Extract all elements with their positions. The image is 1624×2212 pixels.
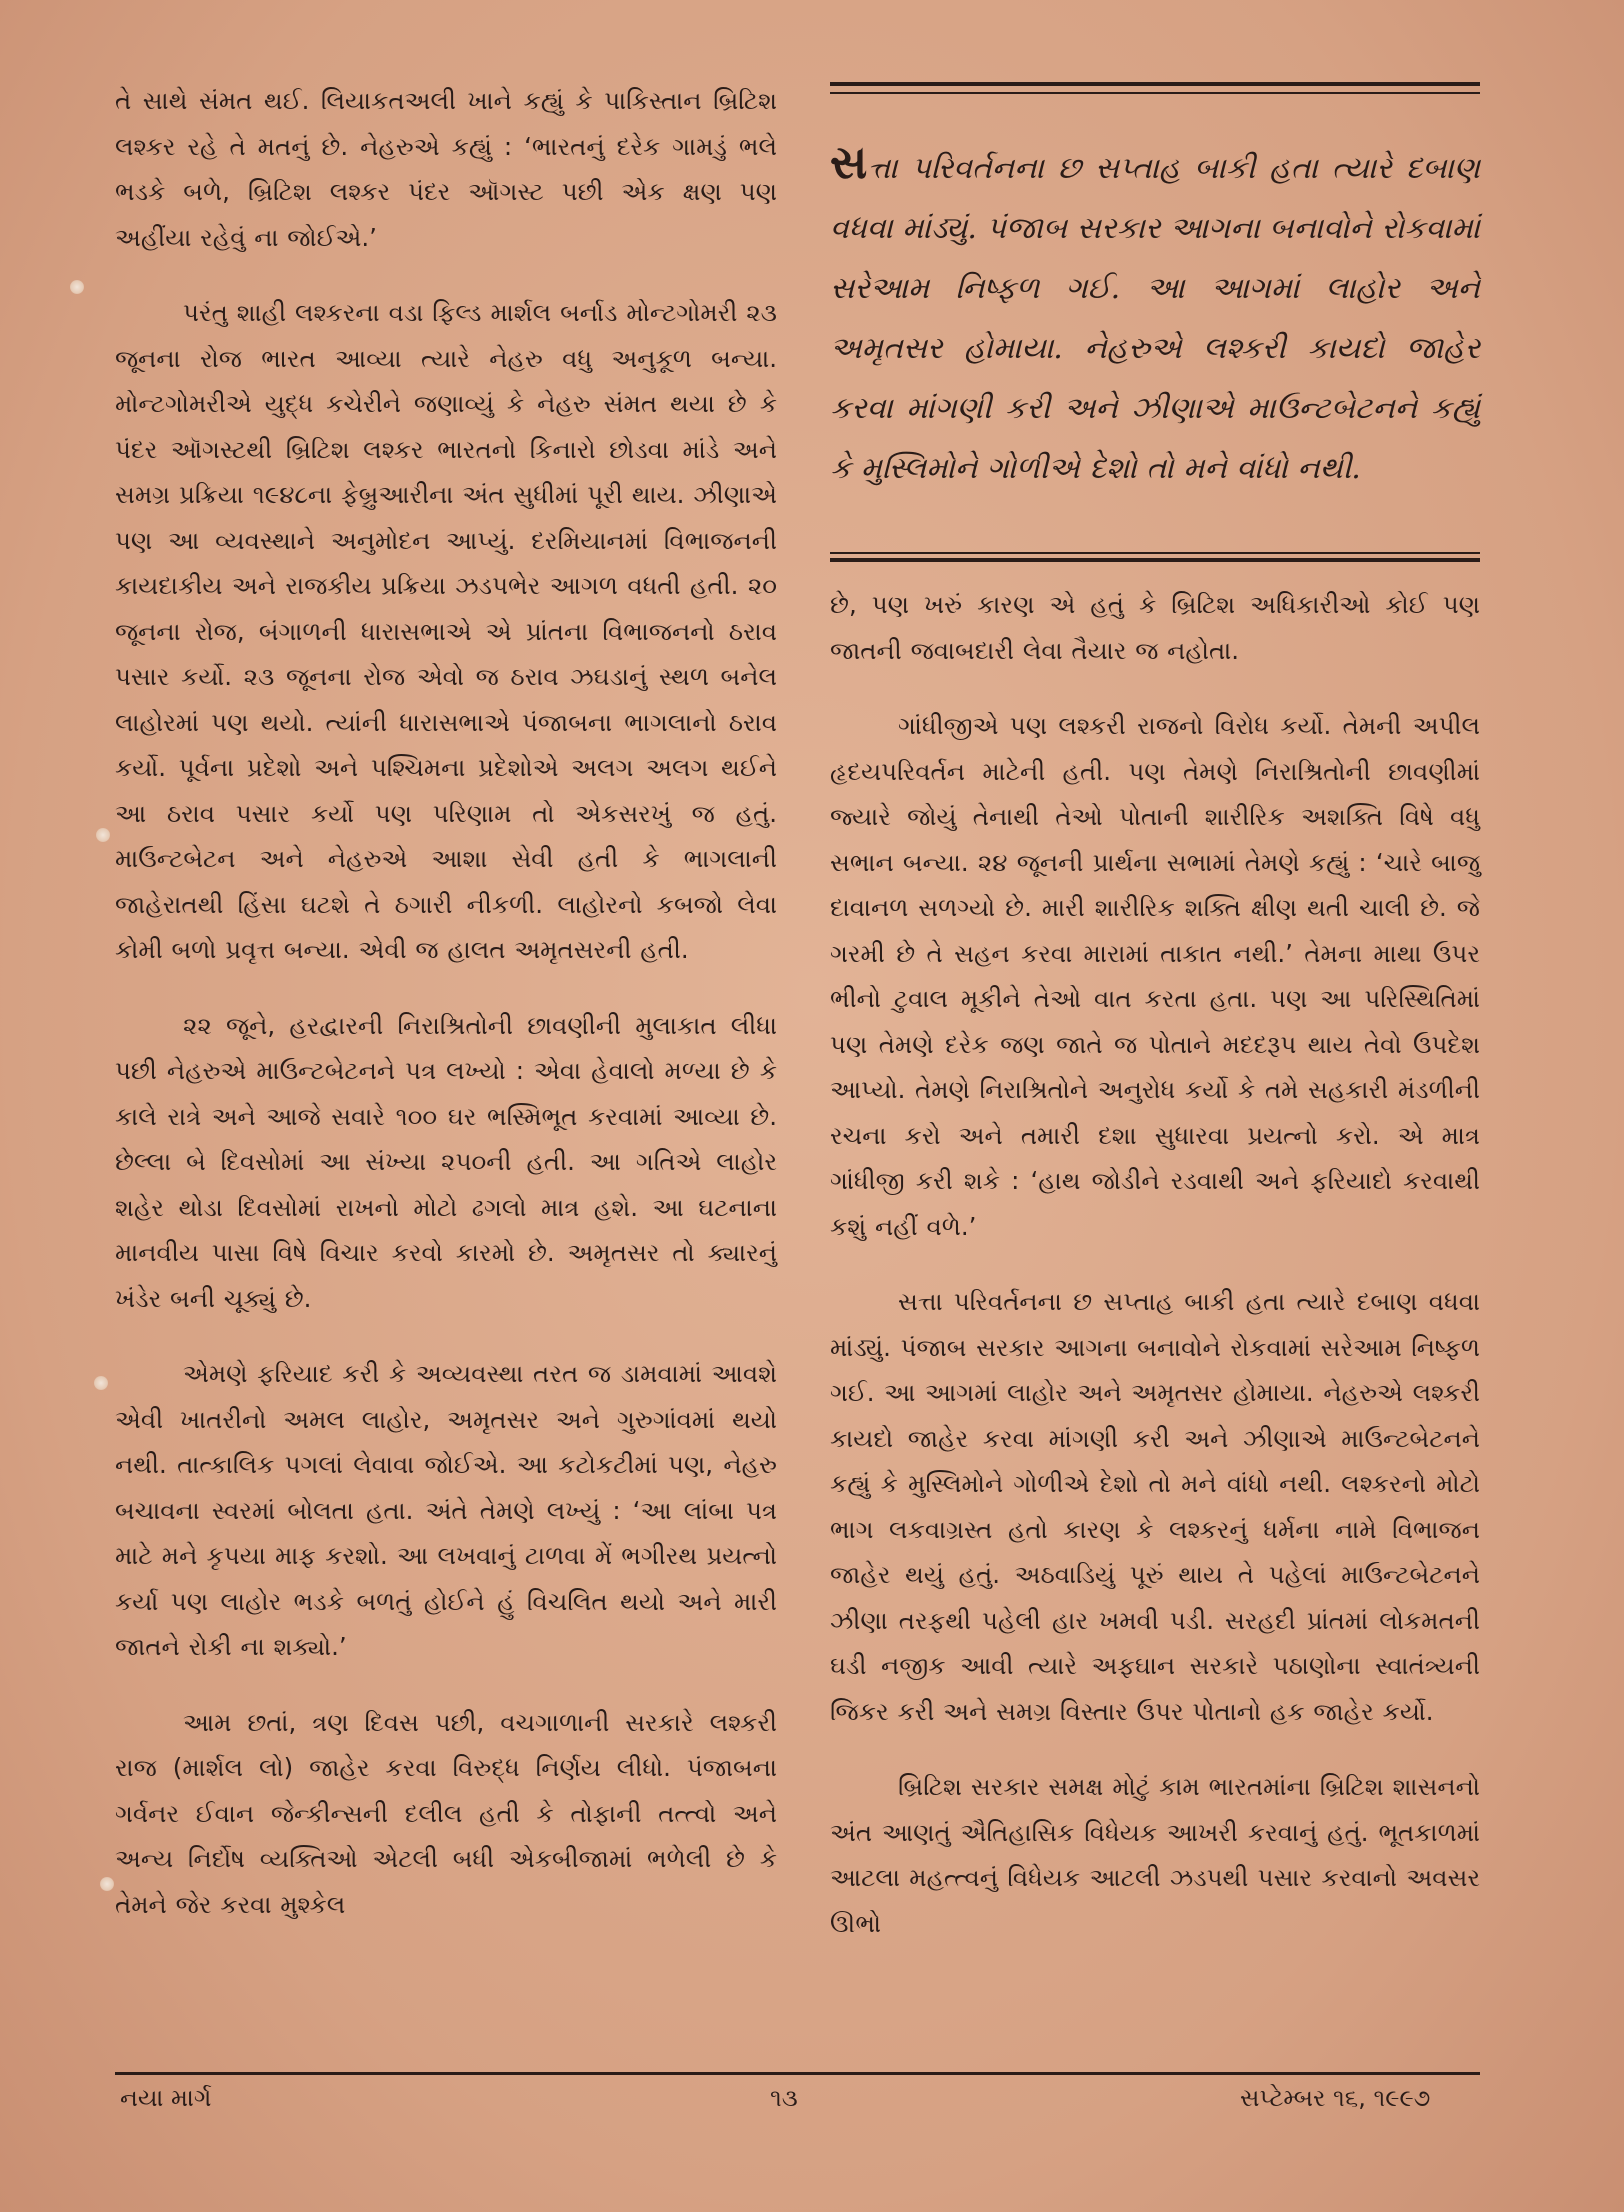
staple-hole [94,1376,108,1390]
staple-hole [100,1877,114,1891]
paragraph: એમણે ફરિયાદ કરી કે અવ્યવસ્થા તરત જ ડામવામાં આવશે એવી ખાતરીનો અમલ લાહોર, અમૃતસર અને ગુરુગાંવમાં થયો નથી. તાત્કાલિક પગલાં લેવાવા જોઈએ. આ કટોકટીમાં પણ, નેહરુ બચાવના સ્વરમાં બોલતા હતા. અંતે તેમણે લખ્યું : ‘આ લાંબા પત્ર માટે મને કૃપયા માફ કરશો. આ લખવાનું ટાળવા મેં ભગીરથ પ્રયત્નો કર્યા પણ લાહોર ભડકે બળતું હોઈને હું વિચલિત થયો અને મારી જાતને રોકી ના શક્યો.’ [115,1359,777,1661]
paragraph: પરંતુ શાહી લશ્કરના વડા ફિલ્ડ માર્શલ બર્નાડ મોન્ટગોમરી ૨૩ જૂનના રોજ ભારત આવ્યા ત્યારે નેહરુ વધુ અનુકૂળ બન્યા. મોન્ટગોમરીએ યુદ્ધ કચેરીને જણાવ્યું કે નેહરુ સંમત થયા છે કે પંદર ઑગસ્ટથી બ્રિટિશ લશ્કર ભારતનો કિનારો છોડવા માંડે અને સમગ્ર પ્રક્રિયા ૧૯૪૮ના ફેબ્રુઆરીના અંત સુધીમાં પૂરી થાય. ઝીણાએ પણ આ વ્યવસ્થાને અનુમોદન આપ્યું. દરમિયાનમાં વિભાજનની કાયદાકીય અને રાજકીય પ્રક્રિયા ઝડપભેર આગળ વધતી હતી. ૨૦ જૂનના રોજ, બંગાળની ધારાસભાએ એ પ્રાંતના વિભાજનનો ઠરાવ પસાર કર્યો. ૨૩ જૂનના રોજ એવો જ ઠરાવ ઝઘડાનું સ્થળ બનેલ લાહોરમાં પણ થયો. ત્યાંની ધારાસભાએ પંજાબના ભાગલાનો ઠરાવ કર્યો. પૂર્વના પ્રદેશો અને પશ્ચિમના પ્રદેશોએ અલગ અલગ થઈને આ ઠરાવ પસાર કર્યો પણ પરિણામ તો એકસરખું જ હતું. માઉન્ટબેટન અને નેહરુએ આશા સેવી હતી કે ભાગલાની જાહેરાતથી હિંસા ઘટશે તે ઠગારી નીકળી. લાહોરનો કબજો લેવા કોમી બળો પ્રવૃત્ત બન્યા. એવી જ હાલત અમૃતસરની હતી. [115,298,777,964]
left-text-column [115,78,777,1957]
paragraph: ૨૨ જૂને, હરદ્વારની નિરાશ્રિતોની છાવણીની મુલાકાત લીધા પછી નેહરુએ માઉન્ટબેટનને પત્ર લખ્યો : એવા હેવાલો મળ્યા છે કે કાલે રાત્રે અને આજે સવારે ૧૦૦ ઘર ભસ્મિભૂત કરવામાં આવ્યા છે. છેલ્લા બે દિવસોમાં આ સંખ્યા ૨૫૦ની હતી. આ ગતિએ લાહોર શહેર થોડા દિવસોમાં રાખનો મોટો ઢગલો માત્ર હશે. આ ઘટનાના માનવીય પાસા વિષે વિચાર કરવો કારમો છે. અમૃતસર તો ક્યારનું ખંડેર બની ચૂક્યું છે. [115,1010,777,1313]
paragraph: તે સાથે સંમત થઈ. લિયાકતઅલી ખાને કહ્યું કે પાકિસ્તાન બ્રિટિશ લશ્કર રહે તે મતનું છે. નેહરુએ કહ્યું : ‘ભારતનું દરેક ગામડું ભલે ભડકે બળે, બ્રિટિશ લશ્કર પંદર ઑગસ્ટ પછી એક ક્ષણ પણ અહીંયા રહેવું ના જોઈએ.’ [115,86,777,252]
pullquote-bottom-rule-thin [830,552,1480,554]
staple-hole [70,280,84,294]
paragraph: બ્રિટિશ સરકાર સમક્ષ મોટું કામ ભારતમાંના બ્રિટિશ શાસનનો અંત આણતું ઐતિહાસિક વિધેયક આખરી કરવાનું હતું. ભૂતકાળમાં આટલા મહત્ત્વનું વિધેયક આટલી ઝડપથી પસાર કરવાનો અવસર ઊભો [830,1772,1480,1938]
footer-publication: નયા માર્ગ [120,2084,212,2112]
footer-page-number: ૧૩ [770,2084,798,2112]
footer-date: સપ્ટેમ્બર ૧૬, ૧૯૯૭ [1240,2084,1431,2112]
paragraph: સત્તા પરિવર્તનના છ સપ્તાહ બાકી હતા ત્યારે દબાણ વધવા માંડ્યું. પંજાબ સરકાર આગના બનાવોને રોકવામાં સરેઆમ નિષ્ફળ ગઈ. આ આગમાં લાહોર અને અમૃતસર હોમાયા. નેહરુએ લશ્કરી કાયદો જાહેર કરવા માંગણી કરી અને ઝીણાએ માઉન્ટબેટનને કહ્યું કે મુસ્લિમોને ગોળીએ દેશો તો મને વાંધો નથી. લશ્કરનો મોટો ભાગ લકવાગ્રસ્ત હતો કારણ કે લશ્કરનું ધર્મના નામે વિભાજન જાહેર થયું હતું. અઠવાડિયું પૂરું થાય તે પહેલાં માઉન્ટબેટનને ઝીણા તરફથી પહેલી હાર ખમવી પડી. સરહદી પ્રાંતમાં લોકમતની ઘડી નજીક આવી ત્યારે અફઘાન સરકારે પઠાણોના સ્વાતંત્ર્યની જિકર કરી અને સમગ્ર વિસ્તાર ઉપર પોતાનો હક જાહેર કર્યો. [830,1287,1480,1726]
pullquote [830,132,1480,499]
staple-hole [96,828,110,842]
pullquote-initial: સ [830,135,868,189]
pullquote-text: ત્તા પરિવર્તનના છ સપ્તાહ બાકી હતા ત્યારે દબાણ વધવા માંડ્યું. પંજાબ સરકાર આગના બનાવોને રોકવામાં સરેઆમ નિષ્ફળ ગઈ. આ આગમાં લાહોર અને અમૃતસર હોમાયા. નેહરુએ લશ્કરી કાયદો જાહેર કરવા માંગણી કરી અને ઝીણાએ માઉન્ટબેટનને કહ્યું કે મુસ્લિમોને ગોળીએ દેશો તો મને વાંધો નથી. [830,151,1480,486]
pullquote-top-rule-thin [830,92,1480,94]
pullquote-top-rule [830,82,1480,86]
paragraph: છે, પણ ખરું કારણ એ હતું કે બ્રિટિશ અધિકારીઓ કોઈ પણ જાતની જવાબદારી લેવા તૈયાર જ નહોતા. [830,590,1480,665]
pullquote-bottom-rule [830,558,1480,562]
footer-rule [115,2072,1480,2075]
right-text-column [830,582,1480,1976]
paragraph: ગાંધીજીએ પણ લશ્કરી રાજનો વિરોધ કર્યો. તેમની અપીલ હૃદયપરિવર્તન માટેની હતી. પણ તેમણે નિરાશ્રિતોની છાવણીમાં જ્યારે જોયું તેનાથી તેઓ પોતાની શારીરિક અશક્તિ વિષે વધુ સભાન બન્યા. ૨૪ જૂનની પ્રાર્થના સભામાં તેમણે કહ્યું : ‘ચારે બાજુ દાવાનળ સળગ્યો છે. મારી શારીરિક શક્તિ ક્ષીણ થતી ચાલી છે. જે ગરમી છે તે સહન કરવા મારામાં તાકાત નથી.’ તેમના માથા ઉપર ભીનો ટુવાલ મૂકીને તેઓ વાત કરતા હતા. પણ આ પરિસ્થિતિમાં પણ તેમણે દરેક જણ જાતે જ પોતાને મદદરૂપ થાય તેવો ઉપદેશ આપ્યો. તેમણે નિરાશ્રિતોને અનુરોધ કર્યો કે તમે સહકારી મંડળીની રચના કરો અને તમારી દશા સુધારવા પ્રયત્નો કરો. એ માત્ર ગાંધીજી કરી શકે : ‘હાથ જોડીને રડવાથી અને ફરિયાદો કરવાથી કશું નહીં વળે.’ [830,711,1480,1241]
paragraph: આમ છતાં, ત્રણ દિવસ પછી, વચગાળાની સરકારે લશ્કરી રાજ (માર્શલ લો) જાહેર કરવા વિરુદ્ધ નિર્ણય લીધો. પંજાબના ગર્વનર ઈવાન જેન્કીન્સની દલીલ હતી કે તોફાની તત્ત્વો અને અન્ય નિર્દોષ વ્યક્તિઓ એટલી બધી એકબીજામાં ભળેલી છે કે તેમને જેર કરવા મુશ્કેલ [115,1707,777,1919]
